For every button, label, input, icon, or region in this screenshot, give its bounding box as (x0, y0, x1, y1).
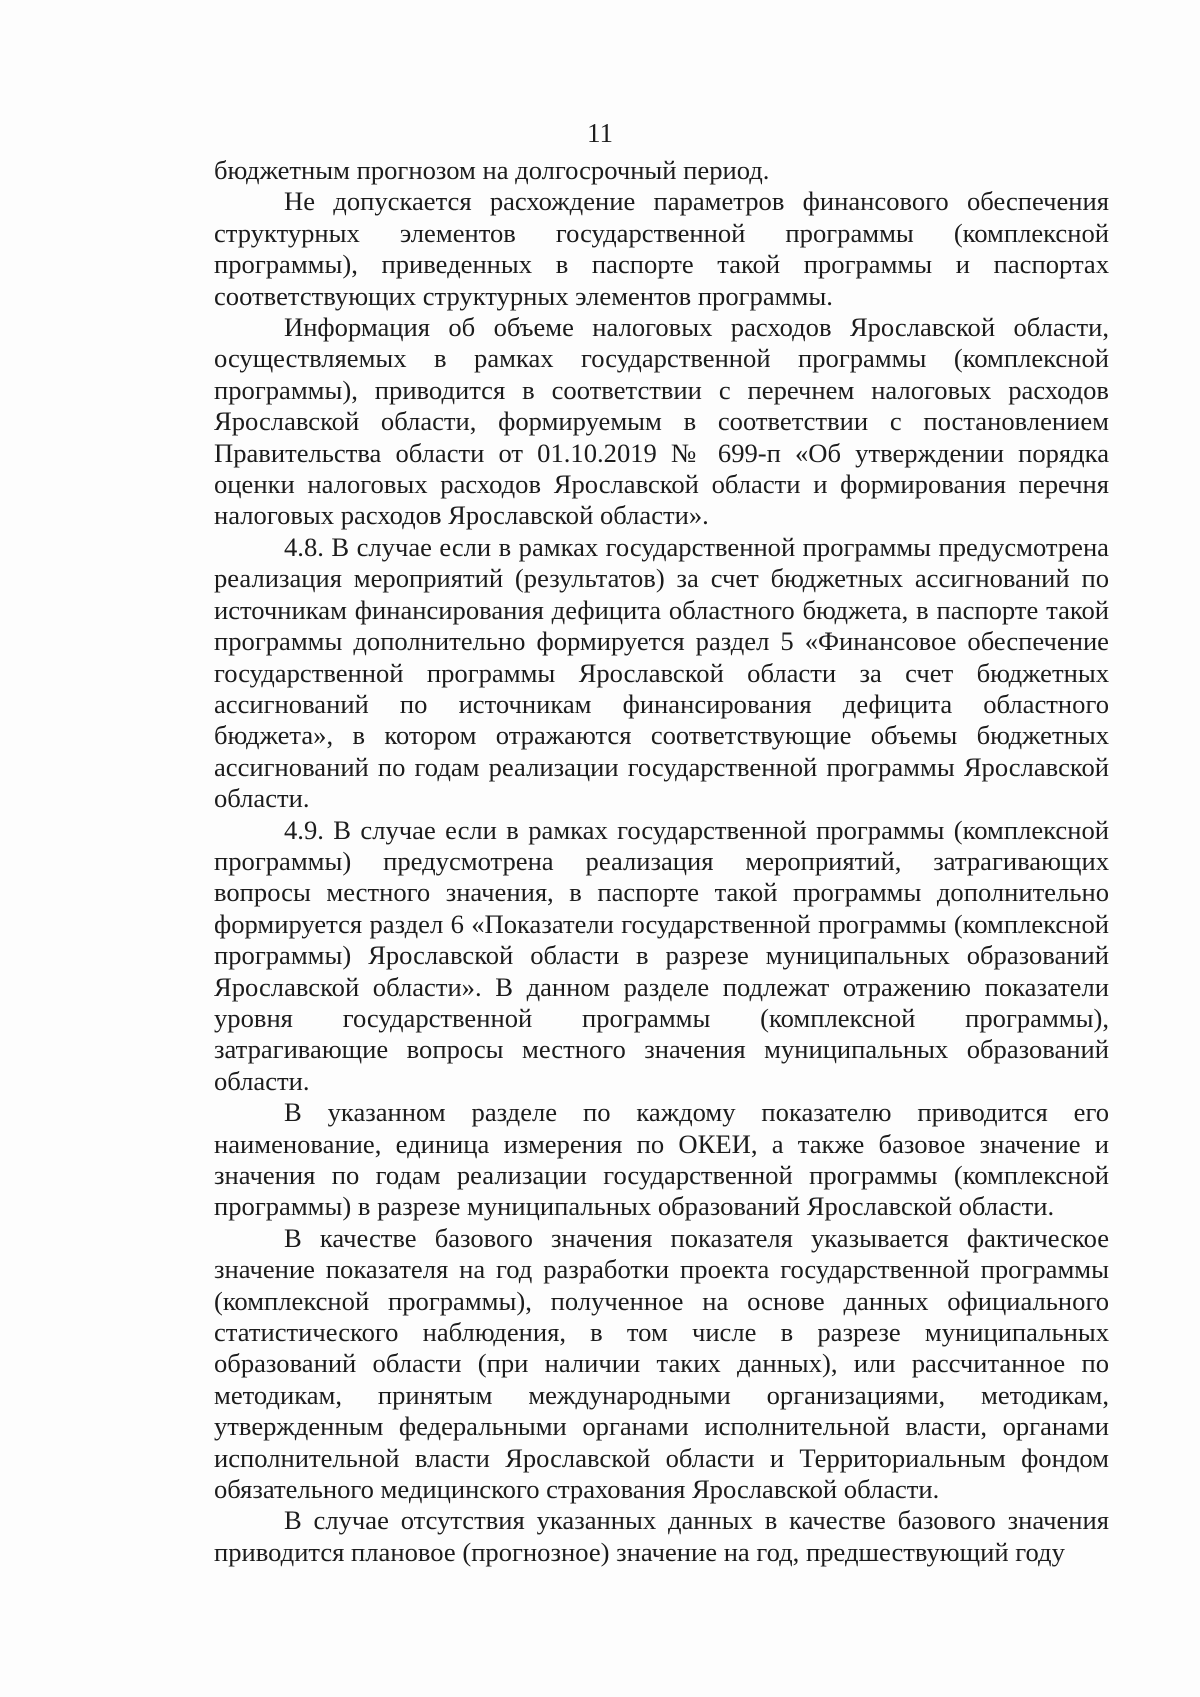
paragraph-continuation: бюджетным прогнозом на долгосрочный период. (214, 155, 770, 185)
paragraph-base-value: В качестве базового значения показателя указывается фактическое значение показателя на год разработки проекта государственной программы (комплексной программы), полученное на основе данных официального статистического наблюдения, в том числе в разрезе муниципальных образований области (при наличии таких данных), или рассчитанное по методикам, принятым международными организациями, методикам, утвержденным федеральными органами исполнительной власти, органами исполнительной власти Ярославской области и Территориальным фондом обязательного медицинского страхования Ярославской области. (214, 1222, 1109, 1505)
paragraph-missing-data: В случае отсутствия указанных данных в качестве базового значения приводится плановое (прогнозное) значение на год, предшествующий году (214, 1505, 1109, 1567)
paragraph-4-9: 4.9. В случае если в рамках государственной программы (комплексной программы) предусмотрена реализация мероприятий, затрагивающих вопросы местного значения, в паспорте такой программы дополнительно формируется раздел 6 «Показатели государственной программы (комплексной программы) Ярославской области в разрезе муниципальных образований Ярославской области». В данном разделе подлежат отражению показатели уровня государственной программы (комплексной программы), затрагивающие вопросы местного значения муниципальных образований области. (214, 814, 1109, 1096)
paragraph-financing-parameters: Не допускается расхождение параметров финансового обеспечения структурных элементов государственной программы (комплексной программы), приведенных в паспорте такой программы и паспортах соответствующих структурных элементов программы. (214, 186, 1109, 311)
page-number: 11 (587, 118, 613, 148)
paragraph-4-8: 4.8. В случае если в рамках государственной программы предусмотрена реализация мероприятий (результатов) за счет бюджетных ассигнований по источникам финансирования дефицита областного бюджета, в паспорте такой программы дополнительно формируется раздел 5 «Финансовое обеспечение государственной программы Ярославской области за счет бюджетных ассигнований по источникам финансирования дефицита областного бюджета», в котором отражаются соответствующие объемы бюджетных ассигнований по годам реализации государственной программы Ярославской области. (214, 531, 1109, 814)
paragraph-section-indicators: В указанном разделе по каждому показателю приводится его наименование, единица измерения по ОКЕИ, а также базовое значение и значения по годам реализации государственной программы (комплексной программы) в разрезе муниципальных образований Ярославской области. (214, 1097, 1109, 1222)
document-body (214, 155, 1109, 1568)
paragraph-tax-expenditures: Информация об объеме налоговых расходов Ярославской области, осуществляемых в рамках государственной программы (комплексной программы), приводится в соответствии с перечнем налоговых расходов Ярославской области, формируемым в соответствии с постановлением Правительства области от 01.10.2019 № 699-п «Об утверждении порядка оценки налоговых расходов Ярославской области и формирования перечня налоговых расходов Ярославской области». (214, 312, 1109, 531)
